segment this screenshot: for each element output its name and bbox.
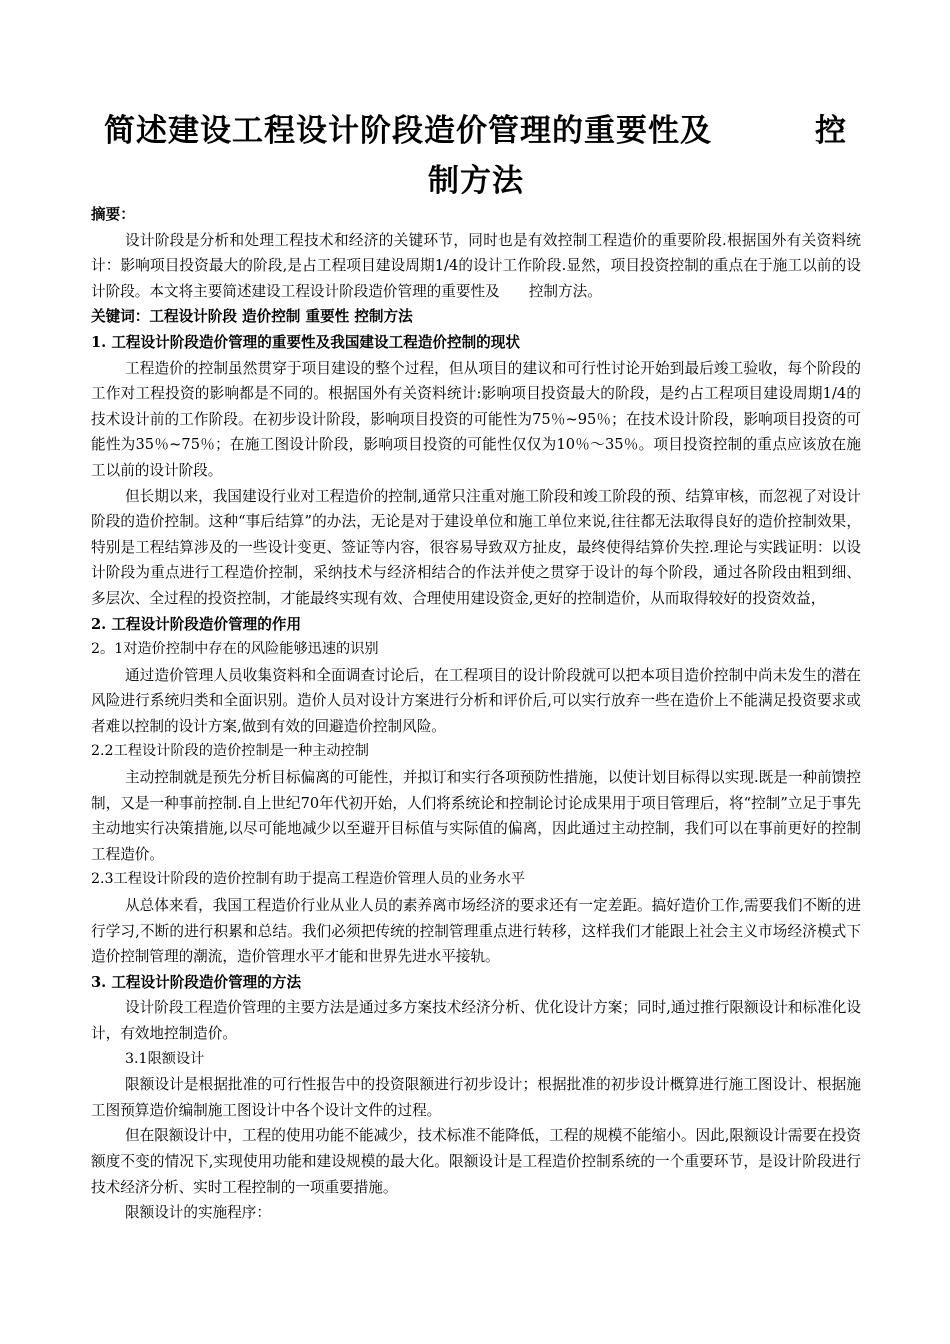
section-1-heading: 1. 工程设计阶段造价管理的重要性及我国建设工程造价控制的现状 (91, 333, 520, 351)
section-2-2-paragraph: 主动控制就是预先分析目标偏离的可能性，并拟订和实行各项预防性措施，以使计划目标得以实现.既是一种前馈控制，又是一种事前控制.自上世纪70年代初开始，人们将系统论和控制论讨论成果用于项目管理后，将“控制”立足于事先主动地实行决策措施,以尽可能地减少以至避开目标值与实际值的偏离，因此通过主动控制，我们可以在事前更好的控制工程造价。 (91, 769, 861, 863)
section-2-2-heading: 2.2工程设计阶段的造价控制是一种主动控制 (91, 743, 369, 760)
section-2-1-heading: 2。1对造价控制中存在的风险能够迅速的识别 (91, 641, 379, 658)
section-1-paragraph-1: 工程造价的控制虽然贯穿于项目建设的整个过程，但从项目的建议和可行性讨论开始到最后竣工验收，每个阶段的工作对工程投资的影响都是不同的。根据国外有关资料统计:影响项目投资最大的阶段，是约占工程项目建设周期1/4的技术设计前的工作阶段。在初步设计阶段，影响项目投资的可能性为75％~95％；在技术设计阶段，影响项目投资的可能性为35％~75％；在施工图设计阶段，影响项目投资的可能性仅仅为10％～35％。项目投资控制的重点应该放在施工以前的设计阶段。 (91, 359, 861, 479)
section-2-heading: 2. 工程设计阶段造价管理的作用 (91, 615, 302, 633)
document-title-line2: 制方法 (428, 163, 524, 199)
section-3-paragraph: 设计阶段工程造价管理的主要方法是通过多方案技术经济分析、优化设计方案；同时,通过推行限额设计和标准化设计，有效地控制造价。 (91, 999, 861, 1042)
section-3-1-heading: 3.1限额设计 (125, 1050, 205, 1067)
section-3-1-paragraph-2: 但在限额设计中，工程的使用功能不能减少，技术标准不能降低，工程的规模不能缩小。因此,限额设计需要在投资额度不变的情况下,实现使用功能和建设规模的最大化。限额设计是工程造价控制系统的一个重要环节，是设计阶段进行技术经济分析、实时工程控制的一项重要措施。 (91, 1127, 861, 1196)
document-body (91, 202, 861, 1226)
abstract-label: 摘要： (91, 206, 135, 223)
section-1-paragraph-2: 但长期以来，我国建设行业对工程造价的控制,通常只注重对施工阶段和竣工阶段的预、结算审核，而忽视了对设计阶段的造价控制。这种“事后结算”的办法，无论是对于建设单位和施工单位来说,往往都无法取得良好的造价控制效果，特别是工程结算涉及的一些设计变更、签证等内容，很容易导致双方扯皮，最终使得结算价失控.理论与实践证明：以设计阶段为重点进行工程造价控制，采纳技术与经济相结合的作法并使之贯穿于设计的每个阶段，通过各阶段由粗到细、多层次、全过程的投资控制，才能最终实现有效、合理使用建设资金,更好的控制造价，从而取得较好的投资效益， (91, 487, 861, 607)
section-2-3-heading: 2.3工程设计阶段的造价控制有助于提高工程造价管理人员的业务水平 (91, 871, 526, 888)
section-2-3-paragraph: 从总体来看，我国工程造价行业从业人员的素养离市场经济的要求还有一定差距。搞好造价工作,需要我们不断的进行学习,不断的进行积累和总结。我们必须把传统的控制管理重点进行转移，这样我们才能跟上社会主义市场经济模式下造价控制管理的潮流，造价管理水平才能和世界先进水平接轨。 (91, 897, 861, 966)
section-3-1-paragraph-3: 限额设计的实施程序： (125, 1204, 271, 1222)
section-3-1-paragraph-1: 限额设计是根据批准的可行性报告中的投资限额进行初步设计；根据批准的初步设计概算进行施工图设计、根据施工图预算造价编制施工图设计中各个设计文件的过程。 (91, 1076, 861, 1119)
section-2-1-paragraph: 通过造价管理人员收集资料和全面调查讨论后，在工程项目的设计阶段就可以把本项目造价控制中尚未发生的潜在风险进行系统归类和全面识别。造价人员对设计方案进行分析和评价后,可以实行放弃一些在造价上不能满足投资要求或者难以控制的设计方案,做到有效的回避造价控制风险。 (91, 666, 861, 735)
abstract-text: 设计阶段是分析和处理工程技术和经济的关键环节，同时也是有效控制工程造价的重要阶段.根据国外有关资料统计：影响项目投资最大的阶段,是占工程项目建设周期1/4的设计工作阶段.显然，项目投资控制的重点在于施工以前的设计阶段。本文将主要简述建设工程设计阶段造价管理的重要性及 控制方法。 (91, 231, 861, 300)
keywords: 关键词：工程设计阶段 造价控制 重要性 控制方法 (91, 308, 413, 326)
document-title-line1: 简述建设工程设计阶段造价管理的重要性及 (104, 113, 712, 149)
section-3-heading: 3. 工程设计阶段造价管理的方法 (91, 973, 302, 991)
document-title-line1-end: 控 (815, 113, 847, 149)
